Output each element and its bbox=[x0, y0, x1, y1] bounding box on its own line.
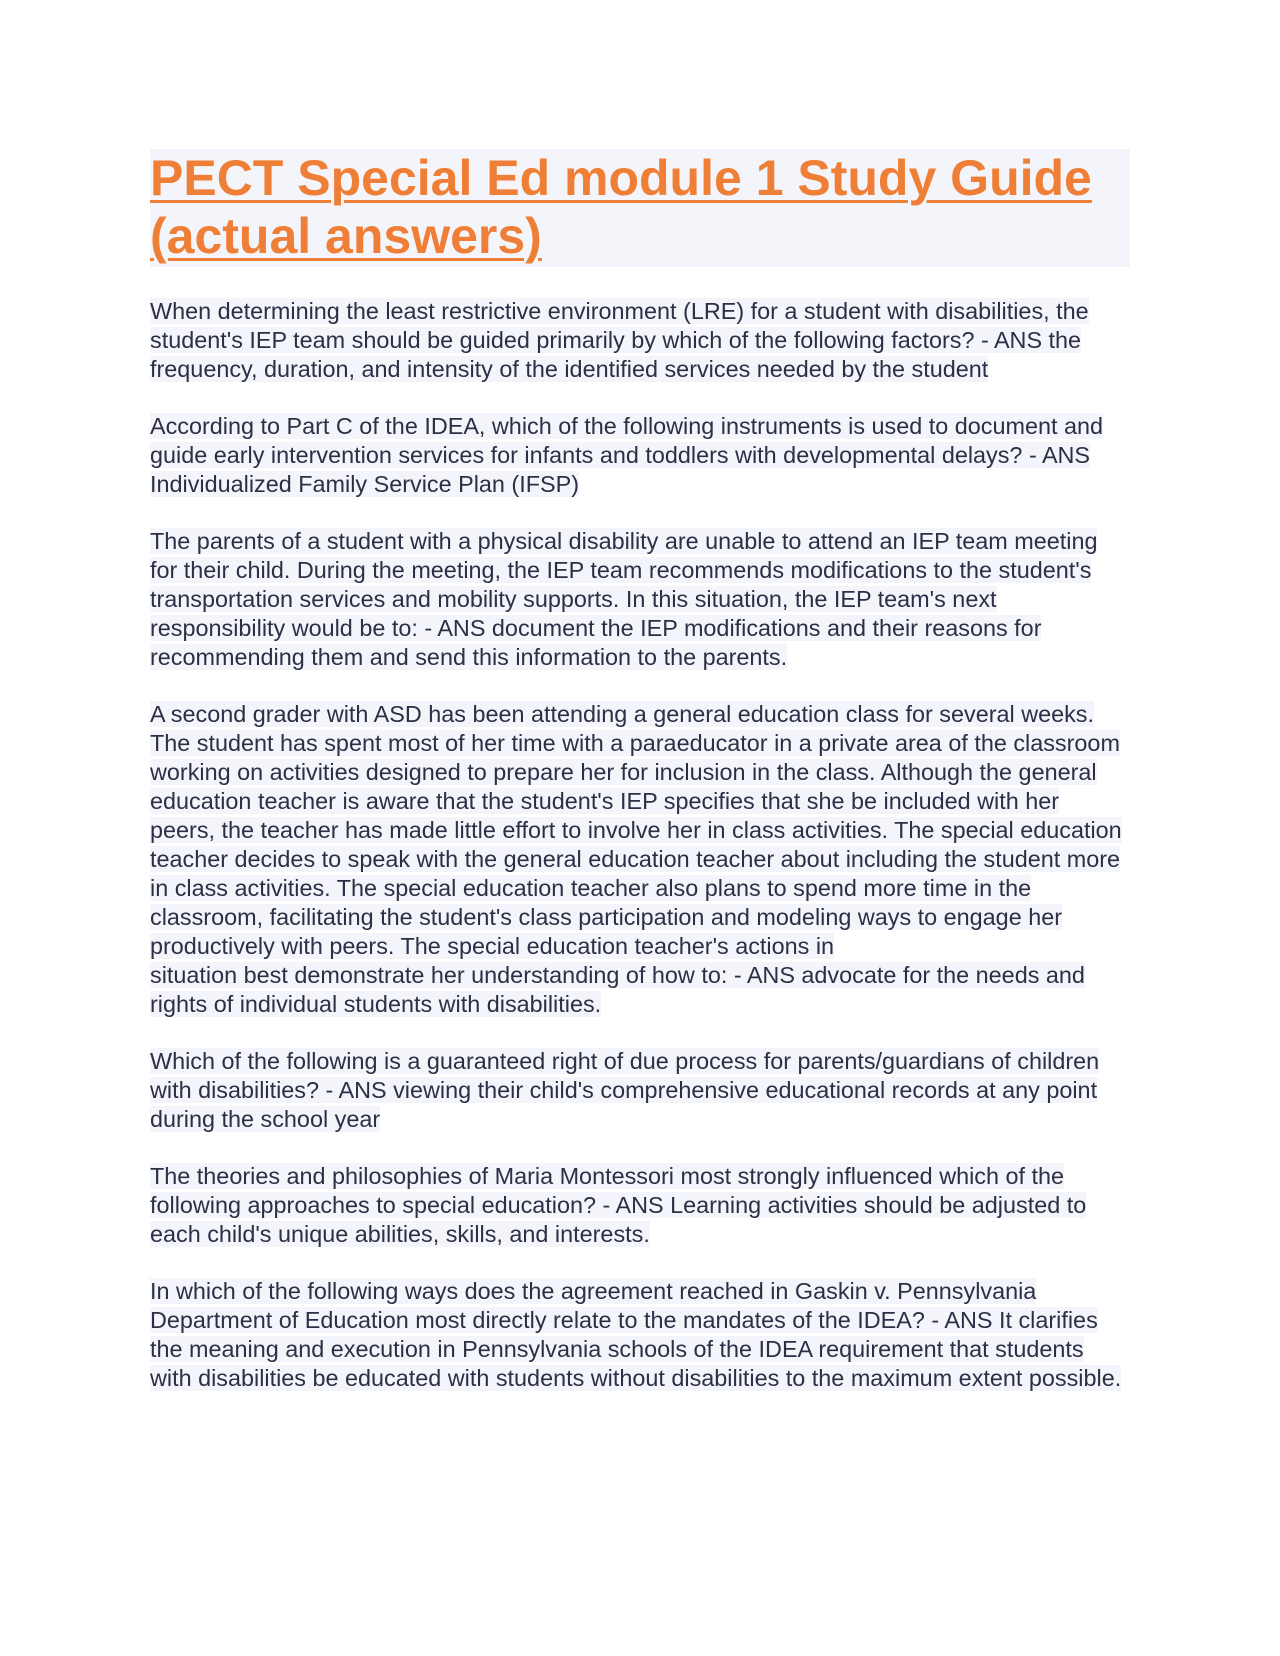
qa-item-ifsp bbox=[150, 412, 1130, 499]
qa-item-iep-modifications bbox=[150, 527, 1130, 672]
qa-text: A second grader with ASD has been attending a general education class for several weeks. The student has spent most of her time with a paraeducator in a private area of the classroom working on activities designed to prepare her for inclusion in the class. Although the general education teacher is aware that the student's IEP specifies that she be included with her peers, the teacher has made little effort to involve her in class activities. The special education teacher decides to speak with the general education teacher about including the student more in class activities. The special education teacher also plans to spend more time in the classroom, facilitating the student's class participation and modeling ways to engage her productively with peers. The special education teacher's actions in bbox=[150, 701, 1122, 959]
qa-item-asd-inclusion bbox=[150, 700, 1130, 1019]
qa-item-gaskin bbox=[150, 1277, 1130, 1393]
qa-item-montessori bbox=[150, 1162, 1130, 1249]
qa-item-due-process bbox=[150, 1047, 1130, 1134]
qa-text: The parents of a student with a physical disability are unable to attend an IEP team meeting for their child. During the meeting, the IEP team recommends modifications to the student's transportation services and mobility supports. In this situation, the IEP team's next responsibility would be to: - ANS document the IEP modifications and their reasons for recommending them and send this information to the parents. bbox=[150, 528, 1098, 670]
qa-text: Which of the following is a guaranteed right of due process for parents/guardians of children with disabilities? - ANS viewing their child's comprehensive educational records at any point during the school year bbox=[150, 1048, 1100, 1132]
document-page bbox=[150, 149, 1130, 1393]
qa-text: In which of the following ways does the agreement reached in Gaskin v. Pennsylvania Department of Education most directly relate to the mandates of the IDEA? - ANS It clarifies the meaning and execution in Pennsylvania schools of the IDEA requirement that students with disabilities be educated with students without disabilities to the maximum extent possible. bbox=[150, 1278, 1122, 1391]
qa-text: The theories and philosophies of Maria Montessori most strongly influenced which of the following approaches to special education? - ANS Learning activities should be adjusted to each child's unique abilities, skills, and interests. bbox=[150, 1163, 1087, 1247]
qa-text-continued: situation best demonstrate her understanding of how to: - ANS advocate for the needs and rights of individual students with disabilities. bbox=[150, 962, 1085, 1017]
qa-text: When determining the least restrictive environment (LRE) for a student with disabilities, the student's IEP team should be guided primarily by which of the following factors? - ANS the frequency, duration, and intensity of the identified services needed by the student bbox=[150, 298, 1089, 382]
title-block bbox=[150, 149, 1130, 267]
page-title: PECT Special Ed module 1 Study Guide (actual answers) bbox=[150, 150, 1092, 264]
qa-item-lre bbox=[150, 297, 1130, 384]
qa-text: According to Part C of the IDEA, which of the following instruments is used to document and guide early intervention services for infants and toddlers with developmental delays? - ANS Individualized Family Service Plan (IFSP) bbox=[150, 413, 1104, 497]
